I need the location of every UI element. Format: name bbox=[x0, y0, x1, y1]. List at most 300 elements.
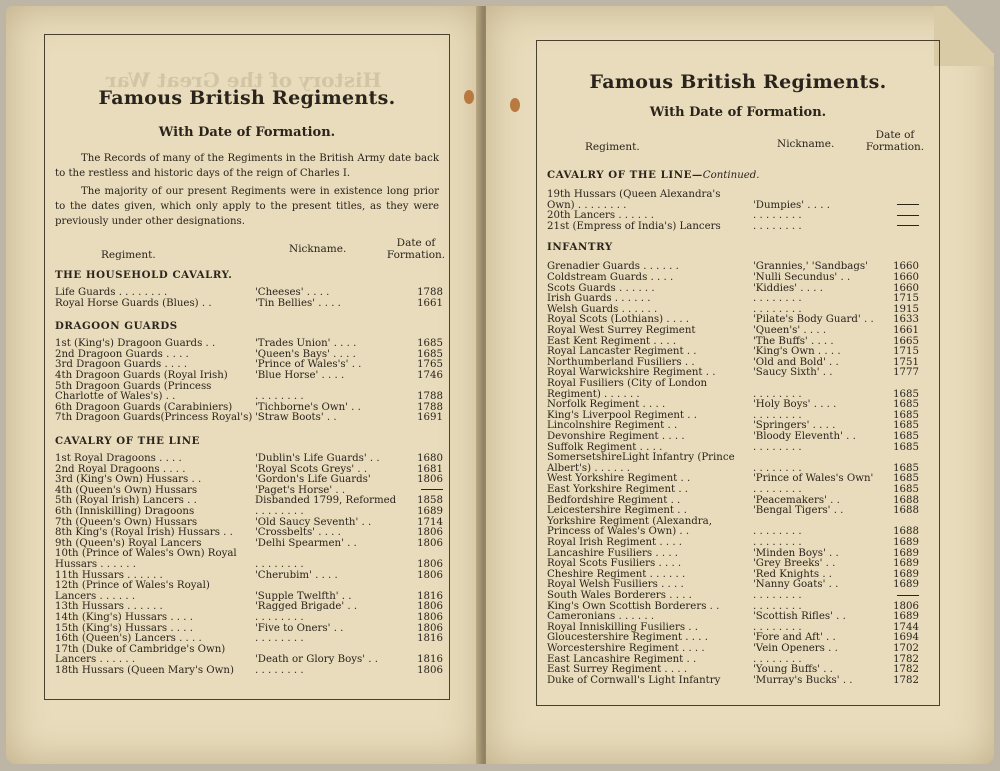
regiment-nickname: 'Scottish Rifles' . . bbox=[753, 611, 846, 623]
formation-year: 1788 bbox=[417, 287, 443, 298]
regiment-name: Suffolk Regiment . . . . bbox=[547, 441, 663, 453]
regiment-nickname: . . . . . . . . bbox=[753, 526, 802, 538]
regiment-name: Lancers . . . . . . bbox=[55, 590, 136, 602]
formation-year: 1689 bbox=[893, 579, 919, 591]
regiment-name: Albert's) . . . . . . bbox=[547, 462, 630, 474]
section-heading-text: CAVALRY OF THE LINE— bbox=[547, 169, 703, 181]
regiment-name: Yorkshire Regiment (Alexandra, bbox=[547, 515, 712, 527]
regiment-nickname: . . . . . . . . bbox=[753, 409, 802, 421]
formation-year: 1689 bbox=[893, 611, 919, 623]
formation-year: 1782 bbox=[893, 674, 919, 686]
column-header-date-line1: Date of bbox=[396, 237, 436, 249]
regiment-name: Worcestershire Regiment . . . . bbox=[547, 643, 705, 654]
left-page-border bbox=[44, 34, 450, 700]
formation-year: 1858 bbox=[417, 495, 443, 507]
regiment-nickname: . . . . . . . . bbox=[753, 293, 802, 305]
formation-year bbox=[883, 200, 919, 211]
regiment-name: SomersetshireLight Infantry (Prince bbox=[547, 452, 735, 464]
formation-year: 1806 bbox=[417, 569, 443, 581]
regiment-row bbox=[537, 558, 939, 569]
regiment-row bbox=[537, 221, 939, 232]
regiment-name: 10th (Prince of Wales's Own) Royal bbox=[55, 548, 237, 560]
formation-year bbox=[883, 221, 919, 232]
formation-year: 1715 bbox=[893, 293, 919, 305]
regiment-nickname: 'Crossbelts' . . . . bbox=[255, 527, 341, 539]
regiment-row bbox=[537, 654, 939, 665]
regiment-nickname: 'Fore and Aft' . . bbox=[753, 632, 836, 644]
regiment-row bbox=[537, 210, 939, 221]
no-date-dash bbox=[897, 215, 919, 216]
no-date-dash bbox=[897, 595, 919, 596]
formation-year: 1788 bbox=[417, 391, 443, 403]
regiment-name: Devonshire Regiment . . . . bbox=[547, 431, 685, 442]
regiment-nickname: 'Straw Boots' . . bbox=[255, 412, 337, 424]
regiment-nickname: 'Red Knights . . bbox=[753, 568, 833, 580]
regiment-name: 8th King's (Royal Irish) Hussars . . bbox=[55, 527, 233, 539]
formation-year: 1777 bbox=[893, 367, 919, 379]
formation-year: 1806 bbox=[417, 527, 443, 539]
formation-year: 1751 bbox=[893, 356, 919, 368]
regiment-nickname: . . . . . . . . bbox=[753, 210, 802, 222]
regiment-nickname: . . . . . . . . bbox=[753, 303, 802, 315]
regiment-nickname: . . . . . . . . bbox=[753, 600, 802, 612]
formation-year: 1665 bbox=[893, 335, 919, 347]
regiment-row bbox=[537, 346, 939, 357]
regiment-row bbox=[45, 517, 449, 528]
regiment-row bbox=[45, 527, 449, 538]
regiment-name: 5th (Royal Irish) Lancers . . bbox=[55, 495, 197, 507]
regiment-row bbox=[45, 464, 449, 475]
regiment-row bbox=[45, 570, 449, 581]
regiment-nickname: . . . . . . . . bbox=[255, 665, 304, 676]
regiment-name: 18th Hussars (Queen Mary's Own) bbox=[55, 665, 234, 676]
regiment-name: Royal Irish Regiment . . . . bbox=[547, 537, 683, 548]
regiment-nickname: 'The Buffs' . . . . bbox=[753, 335, 834, 347]
regiment-nickname: 'Prince of Wales's Own' bbox=[753, 473, 874, 485]
regiment-row bbox=[537, 495, 939, 506]
regiment-nickname: . . . . . . . . bbox=[255, 612, 304, 623]
formation-year: 1660 bbox=[893, 282, 919, 294]
regiment-nickname: 'Springers' . . . . bbox=[753, 420, 836, 432]
regiment-name: Royal Warwickshire Regiment . . bbox=[547, 367, 716, 379]
regiment-row bbox=[45, 338, 449, 349]
section-heading bbox=[55, 320, 178, 332]
regiment-row bbox=[537, 590, 939, 601]
column-header-regiment: Regiment. bbox=[101, 249, 156, 261]
column-header-nickname: Nickname. bbox=[777, 138, 835, 150]
regiment-row bbox=[537, 431, 939, 442]
regiment-name: Hussars . . . . . . bbox=[55, 559, 136, 570]
formation-year: 1782 bbox=[893, 664, 919, 676]
regiment-nickname: 'Cheeses' . . . . bbox=[255, 287, 330, 298]
regiment-nickname: 'Bengal Tigers' . . bbox=[753, 505, 844, 517]
formation-year: 1816 bbox=[417, 654, 443, 666]
regiment-nickname: . . . . . . . . bbox=[255, 391, 304, 403]
section-heading-text: CAVALRY OF THE LINE bbox=[55, 435, 200, 447]
regiment-row bbox=[537, 314, 939, 325]
intro-paragraph-1: The Records of many of the Regiments in the British Army date back to the restless and historic days of the reign of Charles I. bbox=[55, 153, 439, 179]
regiment-row bbox=[537, 548, 939, 559]
formation-year: 1689 bbox=[417, 506, 443, 517]
regiment-row bbox=[537, 632, 939, 643]
section-heading bbox=[547, 169, 760, 181]
regiment-nickname: 'Blue Horse' . . . . bbox=[255, 370, 345, 381]
regiment-nickname: 'Peacemakers' . . bbox=[753, 494, 840, 506]
regiment-nickname: 'Kiddies' . . . . bbox=[753, 282, 823, 294]
regiment-nickname: 'Grey Breeks' . . bbox=[753, 558, 836, 570]
regiment-row bbox=[45, 633, 449, 644]
column-header-date bbox=[857, 129, 933, 153]
regiment-name: Life Guards . . . . . . . . bbox=[55, 287, 168, 298]
formation-year: 1688 bbox=[893, 494, 919, 506]
regiment-name: Royal West Surrey Regiment bbox=[547, 325, 696, 336]
no-date-dash bbox=[897, 225, 919, 226]
regiment-row bbox=[537, 611, 939, 622]
right-page bbox=[486, 6, 994, 764]
regiment-row bbox=[537, 484, 939, 495]
formation-year: 1660 bbox=[893, 261, 919, 273]
regiment-row bbox=[537, 601, 939, 612]
regiment-row bbox=[537, 283, 939, 294]
formation-year bbox=[407, 485, 443, 496]
regiment-row bbox=[537, 622, 939, 633]
regiment-name: West Yorkshire Regiment . . bbox=[547, 473, 691, 485]
regiment-nickname: 'Old Saucy Seventh' . . bbox=[255, 516, 372, 528]
regiment-row bbox=[537, 261, 939, 272]
formation-year: 1915 bbox=[893, 303, 919, 315]
regiment-name: 5th Dragoon Guards (Princess bbox=[55, 380, 212, 392]
regiment-nickname: 'Tichborne's Own' . . bbox=[255, 401, 361, 413]
regiment-row bbox=[537, 378, 939, 389]
regiment-nickname: 'Delhi Spearmen' . . bbox=[255, 537, 357, 549]
formation-year: 1685 bbox=[893, 409, 919, 421]
regiment-row bbox=[537, 399, 939, 410]
regiment-row bbox=[45, 298, 449, 309]
formation-year: 1661 bbox=[893, 325, 919, 336]
regiment-nickname: . . . . . . . . bbox=[255, 633, 304, 645]
formation-year: 1685 bbox=[893, 431, 919, 442]
regiment-name: Coldstream Guards . . . . bbox=[547, 272, 674, 283]
regiment-row bbox=[537, 569, 939, 580]
formation-year: 1806 bbox=[417, 559, 443, 570]
regiment-name: Leicestershire Regiment . . bbox=[547, 505, 687, 517]
regiment-name: 7th (Queen's Own) Hussars bbox=[55, 516, 198, 528]
formation-year: 1788 bbox=[417, 401, 443, 413]
regiment-row bbox=[537, 293, 939, 304]
regiment-name: 16th (Queen's) Lancers . . . . bbox=[55, 633, 202, 645]
regiment-row bbox=[45, 548, 449, 559]
regiment-name: Grenadier Guards . . . . . . bbox=[547, 261, 679, 273]
regiment-name: Bedfordshire Regiment . . bbox=[547, 494, 681, 506]
regiment-nickname: 'Prince of Wales's' . . bbox=[255, 359, 362, 371]
regiment-name: 14th (King's) Hussars . . . . bbox=[55, 612, 194, 623]
regiment-row bbox=[537, 452, 939, 463]
regiment-nickname: . . . . . . . . bbox=[753, 537, 802, 548]
regiment-row bbox=[45, 474, 449, 485]
formation-year: 1688 bbox=[893, 505, 919, 517]
page-subtitle: With Date of Formation. bbox=[649, 105, 827, 120]
regiment-nickname: 'Holy Boys' . . . . bbox=[753, 399, 837, 411]
section-heading bbox=[547, 241, 613, 253]
formation-year: 1685 bbox=[893, 473, 919, 485]
regiment-name: Royal Inniskilling Fusiliers . . bbox=[547, 621, 699, 633]
formation-year: 1689 bbox=[893, 547, 919, 559]
formation-year: 1806 bbox=[417, 622, 443, 634]
regiment-row bbox=[537, 367, 939, 378]
regiment-row bbox=[537, 463, 939, 474]
regiment-row bbox=[45, 391, 449, 402]
regiment-nickname: 'Queen's Bays' . . . . bbox=[255, 348, 356, 360]
regiment-nickname: 'Trades Union' . . . . bbox=[255, 338, 357, 350]
regiment-name: 9th (Queen's) Royal Lancers bbox=[55, 537, 202, 549]
regiment-name: 7th Dragoon Guards(Princess Royal's) bbox=[55, 412, 253, 424]
regiment-name: Royal Scots Fusiliers . . . . bbox=[547, 558, 682, 570]
regiment-name: Lancashire Fusiliers . . . . bbox=[547, 547, 679, 559]
regiment-name: 19th Hussars (Queen Alexandra's bbox=[547, 189, 721, 200]
regiment-row bbox=[45, 580, 449, 591]
column-header-date bbox=[381, 237, 450, 261]
regiment-row bbox=[45, 349, 449, 360]
regiment-row bbox=[537, 473, 939, 484]
regiment-name: Gloucestershire Regiment . . . . bbox=[547, 632, 708, 644]
formation-year: 1689 bbox=[893, 537, 919, 548]
regiment-nickname: 'Murray's Bucks' . . bbox=[753, 674, 853, 686]
regiment-name: 20th Lancers . . . . . . bbox=[547, 210, 654, 222]
regiment-nickname: 'Vein Openers . . bbox=[753, 643, 838, 654]
bleed-through-text: History of the Great War bbox=[106, 68, 382, 92]
regiment-nickname: 'Minden Boys' . . bbox=[753, 547, 839, 559]
regiment-name: East Surrey Regiment . . . . bbox=[547, 664, 688, 676]
regiment-row bbox=[45, 644, 449, 655]
regiment-nickname: . . . . . . . . bbox=[753, 462, 802, 474]
regiment-row bbox=[45, 612, 449, 623]
regiment-name: Northumberland Fusiliers . . bbox=[547, 356, 695, 368]
regiment-name: South Wales Borderers . . . . bbox=[547, 590, 692, 601]
regiment-row bbox=[537, 189, 939, 200]
regiment-row bbox=[537, 537, 939, 548]
formation-year: 1680 bbox=[417, 453, 443, 464]
regiment-name: 4th (Queen's Own) Hussars bbox=[55, 484, 198, 496]
section-heading bbox=[55, 435, 200, 447]
regiment-name: Lancers . . . . . . bbox=[55, 654, 136, 666]
folded-corner bbox=[934, 6, 994, 66]
formation-year: 1685 bbox=[893, 462, 919, 474]
regiment-name: Regiment) . . . . . . bbox=[547, 388, 640, 400]
regiment-name: 2nd Dragoon Guards . . . . bbox=[55, 348, 189, 360]
regiment-nickname: . . . . . . . . bbox=[753, 653, 802, 665]
formation-year: 1660 bbox=[893, 272, 919, 283]
regiment-row bbox=[537, 420, 939, 431]
regiment-name: 15th (King's) Hussars . . . . bbox=[55, 622, 194, 634]
no-date-dash bbox=[421, 489, 443, 490]
formation-year: 1816 bbox=[417, 590, 443, 602]
formation-year: 1765 bbox=[417, 359, 443, 371]
regiment-name: 6th (Inniskilling) Dragoons bbox=[55, 506, 195, 517]
regiment-name: Royal Fusiliers (City of London bbox=[547, 378, 708, 389]
formation-year: 1702 bbox=[893, 643, 919, 654]
regiment-nickname: 'Gordon's Life Guards' bbox=[255, 474, 371, 486]
formation-year bbox=[883, 590, 919, 601]
regiment-row bbox=[45, 359, 449, 370]
regiment-nickname: 'King's Own . . . . bbox=[753, 346, 841, 358]
regiment-name: 3rd Dragoon Guards . . . . bbox=[55, 359, 188, 371]
formation-year: 1746 bbox=[417, 370, 443, 381]
regiment-name: 4th Dragoon Guards (Royal Irish) bbox=[55, 370, 228, 381]
regiment-nickname: 'Pilate's Body Guard' . . bbox=[753, 314, 874, 326]
regiment-name: Irish Guards . . . . . . bbox=[547, 293, 651, 305]
regiment-nickname: . . . . . . . . bbox=[753, 220, 802, 232]
formation-year: 1661 bbox=[417, 297, 443, 309]
formation-year: 1685 bbox=[417, 338, 443, 350]
regiment-name: Norfolk Regiment . . . . bbox=[547, 399, 666, 411]
regiment-row bbox=[45, 623, 449, 634]
regiment-nickname: . . . . . . . . bbox=[753, 441, 802, 453]
ink-stain bbox=[464, 90, 474, 104]
regiment-row bbox=[537, 643, 939, 654]
regiment-row bbox=[45, 559, 449, 570]
regiment-nickname: 'Young Buffs' . . bbox=[753, 664, 833, 676]
formation-year: 1689 bbox=[893, 558, 919, 570]
formation-year: 1694 bbox=[893, 632, 919, 644]
regiment-nickname: 'Cherubim' . . . . bbox=[255, 569, 338, 581]
section-heading-continued: Continued. bbox=[702, 170, 760, 181]
formation-year: 1685 bbox=[893, 388, 919, 400]
regiment-nickname: 'Grannies,' 'Sandbags' bbox=[753, 261, 868, 273]
regiment-nickname: 'Dumpies' . . . . bbox=[753, 199, 830, 211]
section-heading-text: INFANTRY bbox=[547, 241, 613, 254]
formation-year: 1688 bbox=[893, 526, 919, 538]
regiment-name: Charlotte of Wales's) . . bbox=[55, 391, 176, 403]
regiment-name: Scots Guards . . . . . . bbox=[547, 282, 655, 294]
formation-year: 1715 bbox=[893, 346, 919, 358]
regiment-row bbox=[45, 506, 449, 517]
regiment-row bbox=[45, 412, 449, 423]
formation-year: 1806 bbox=[417, 612, 443, 623]
regiment-name: Royal Scots (Lothians) . . . . bbox=[547, 314, 690, 326]
regiment-nickname: 'Saucy Sixth' . . bbox=[753, 367, 833, 379]
formation-year bbox=[883, 210, 919, 221]
section-heading bbox=[55, 269, 232, 281]
formation-year: 1806 bbox=[417, 537, 443, 549]
left-page bbox=[6, 6, 482, 764]
regiment-nickname: . . . . . . . . bbox=[753, 484, 802, 495]
regiment-row bbox=[537, 357, 939, 368]
regiment-name: 21st (Empress of India's) Lancers bbox=[547, 220, 721, 232]
regiment-row bbox=[45, 381, 449, 392]
formation-year: 1689 bbox=[893, 568, 919, 580]
regiment-nickname: 'Bloody Eleventh' . . bbox=[753, 431, 856, 442]
regiment-name: 11th Hussars . . . . . . bbox=[55, 569, 163, 581]
regiment-name: 1st (King's) Dragoon Guards . . bbox=[55, 338, 216, 350]
column-header-date-line2: Formation. bbox=[865, 141, 925, 153]
column-header-nickname: Nickname. bbox=[289, 243, 347, 255]
regiment-name: 13th Hussars . . . . . . bbox=[55, 601, 163, 613]
no-date-dash bbox=[897, 204, 919, 205]
regiment-name: King's Liverpool Regiment . . bbox=[547, 409, 697, 421]
regiment-nickname: 'Nanny Goats' . . bbox=[753, 579, 839, 591]
formation-year: 1782 bbox=[893, 653, 919, 665]
regiment-row bbox=[45, 287, 449, 298]
regiment-nickname: 'Nulli Secundus' . . bbox=[753, 272, 851, 283]
regiment-row bbox=[537, 442, 939, 453]
regiment-nickname: . . . . . . . . bbox=[753, 621, 802, 633]
regiment-row bbox=[537, 410, 939, 421]
regiment-nickname: 'Supple Twelfth' . . bbox=[255, 590, 352, 602]
regiment-name: East Yorkshire Regiment . . bbox=[547, 484, 689, 495]
regiment-name: 3rd (King's Own) Hussars . . bbox=[55, 474, 202, 486]
intro-paragraph-2: The majority of our present Regiments were in existence long prior to the dates given, which only apply to the present titles, as they were previously under other designations. bbox=[55, 186, 439, 227]
formation-year: 1806 bbox=[893, 600, 919, 612]
regiment-name: King's Own Scottish Borderers . . bbox=[547, 600, 720, 612]
regiment-name: Lincolnshire Regiment . . bbox=[547, 420, 678, 432]
regiment-name: Duke of Cornwall's Light Infantry bbox=[547, 674, 721, 686]
regiment-name: Royal Welsh Fusiliers . . . . bbox=[547, 579, 684, 591]
page-title: Famous British Regiments. bbox=[98, 87, 396, 109]
regiment-name: East Lancashire Regiment . . bbox=[547, 653, 697, 665]
section-heading-text: THE HOUSEHOLD CAVALRY. bbox=[55, 269, 233, 281]
column-header-regiment: Regiment. bbox=[585, 141, 640, 153]
formation-year: 1685 bbox=[893, 441, 919, 453]
ink-stain bbox=[510, 98, 520, 112]
regiment-name: Royal Horse Guards (Blues) . . bbox=[55, 297, 212, 309]
regiment-nickname: 'Dublin's Life Guards' . . bbox=[255, 453, 380, 464]
regiment-name: 12th (Prince of Wales's Royal) bbox=[55, 580, 210, 592]
regiment-nickname: . . . . . . . . bbox=[255, 506, 304, 517]
regiment-nickname: . . . . . . . . bbox=[753, 388, 802, 400]
formation-year: 1816 bbox=[417, 633, 443, 645]
regiment-nickname: 'Paget's Horse' . . bbox=[255, 484, 346, 496]
regiment-row bbox=[537, 579, 939, 590]
regiment-name: Cheshire Regiment . . . . . . bbox=[547, 568, 686, 580]
column-header-date-line1: Date of bbox=[875, 129, 915, 141]
formation-year: 1685 bbox=[893, 420, 919, 432]
regiment-name: 17th (Duke of Cambridge's Own) bbox=[55, 643, 226, 655]
regiment-nickname: 'Five to Oners' . . bbox=[255, 622, 344, 634]
regiment-nickname: . . . . . . . . bbox=[255, 559, 304, 570]
regiment-name: 6th Dragoon Guards (Carabiniers) bbox=[55, 401, 233, 413]
regiment-name: East Kent Regiment . . . . bbox=[547, 335, 677, 347]
regiment-row bbox=[45, 370, 449, 381]
regiment-name: Cameronians . . . . . . bbox=[547, 611, 655, 623]
regiment-row bbox=[537, 272, 939, 283]
formation-year: 1806 bbox=[417, 601, 443, 613]
regiment-nickname: 'Queen's' . . . . bbox=[753, 325, 827, 336]
regiment-nickname: . . . . . . . . bbox=[753, 590, 802, 601]
regiment-name: Own) . . . . . . . . bbox=[547, 199, 627, 211]
regiment-nickname: 'Ragged Brigade' . . bbox=[255, 601, 358, 613]
page-subtitle: With Date of Formation. bbox=[158, 125, 336, 140]
section-heading-text: DRAGOON GUARDS bbox=[55, 320, 178, 333]
regiment-nickname: 'Tin Bellies' . . . . bbox=[255, 297, 341, 309]
regiment-row bbox=[45, 654, 449, 665]
regiment-row bbox=[45, 495, 449, 506]
regiment-name: Welsh Guards . . . . . . bbox=[547, 303, 658, 315]
regiment-row bbox=[537, 389, 939, 400]
regiment-row bbox=[537, 505, 939, 516]
regiment-row bbox=[537, 200, 939, 211]
right-page-border bbox=[536, 40, 940, 706]
formation-year: 1806 bbox=[417, 474, 443, 486]
regiment-nickname: 'Death or Glory Boys' . . bbox=[255, 654, 378, 666]
regiment-row bbox=[45, 601, 449, 612]
formation-year: 1744 bbox=[893, 621, 919, 633]
regiment-nickname: 'Old and Bold' . . bbox=[753, 356, 839, 368]
regiment-name: Princess of Wales's Own) . . bbox=[547, 526, 690, 538]
regiment-name: 1st Royal Dragoons . . . . bbox=[55, 453, 182, 464]
formation-year: 1681 bbox=[417, 463, 443, 475]
formation-year: 1806 bbox=[417, 665, 443, 676]
formation-year: 1685 bbox=[417, 348, 443, 360]
